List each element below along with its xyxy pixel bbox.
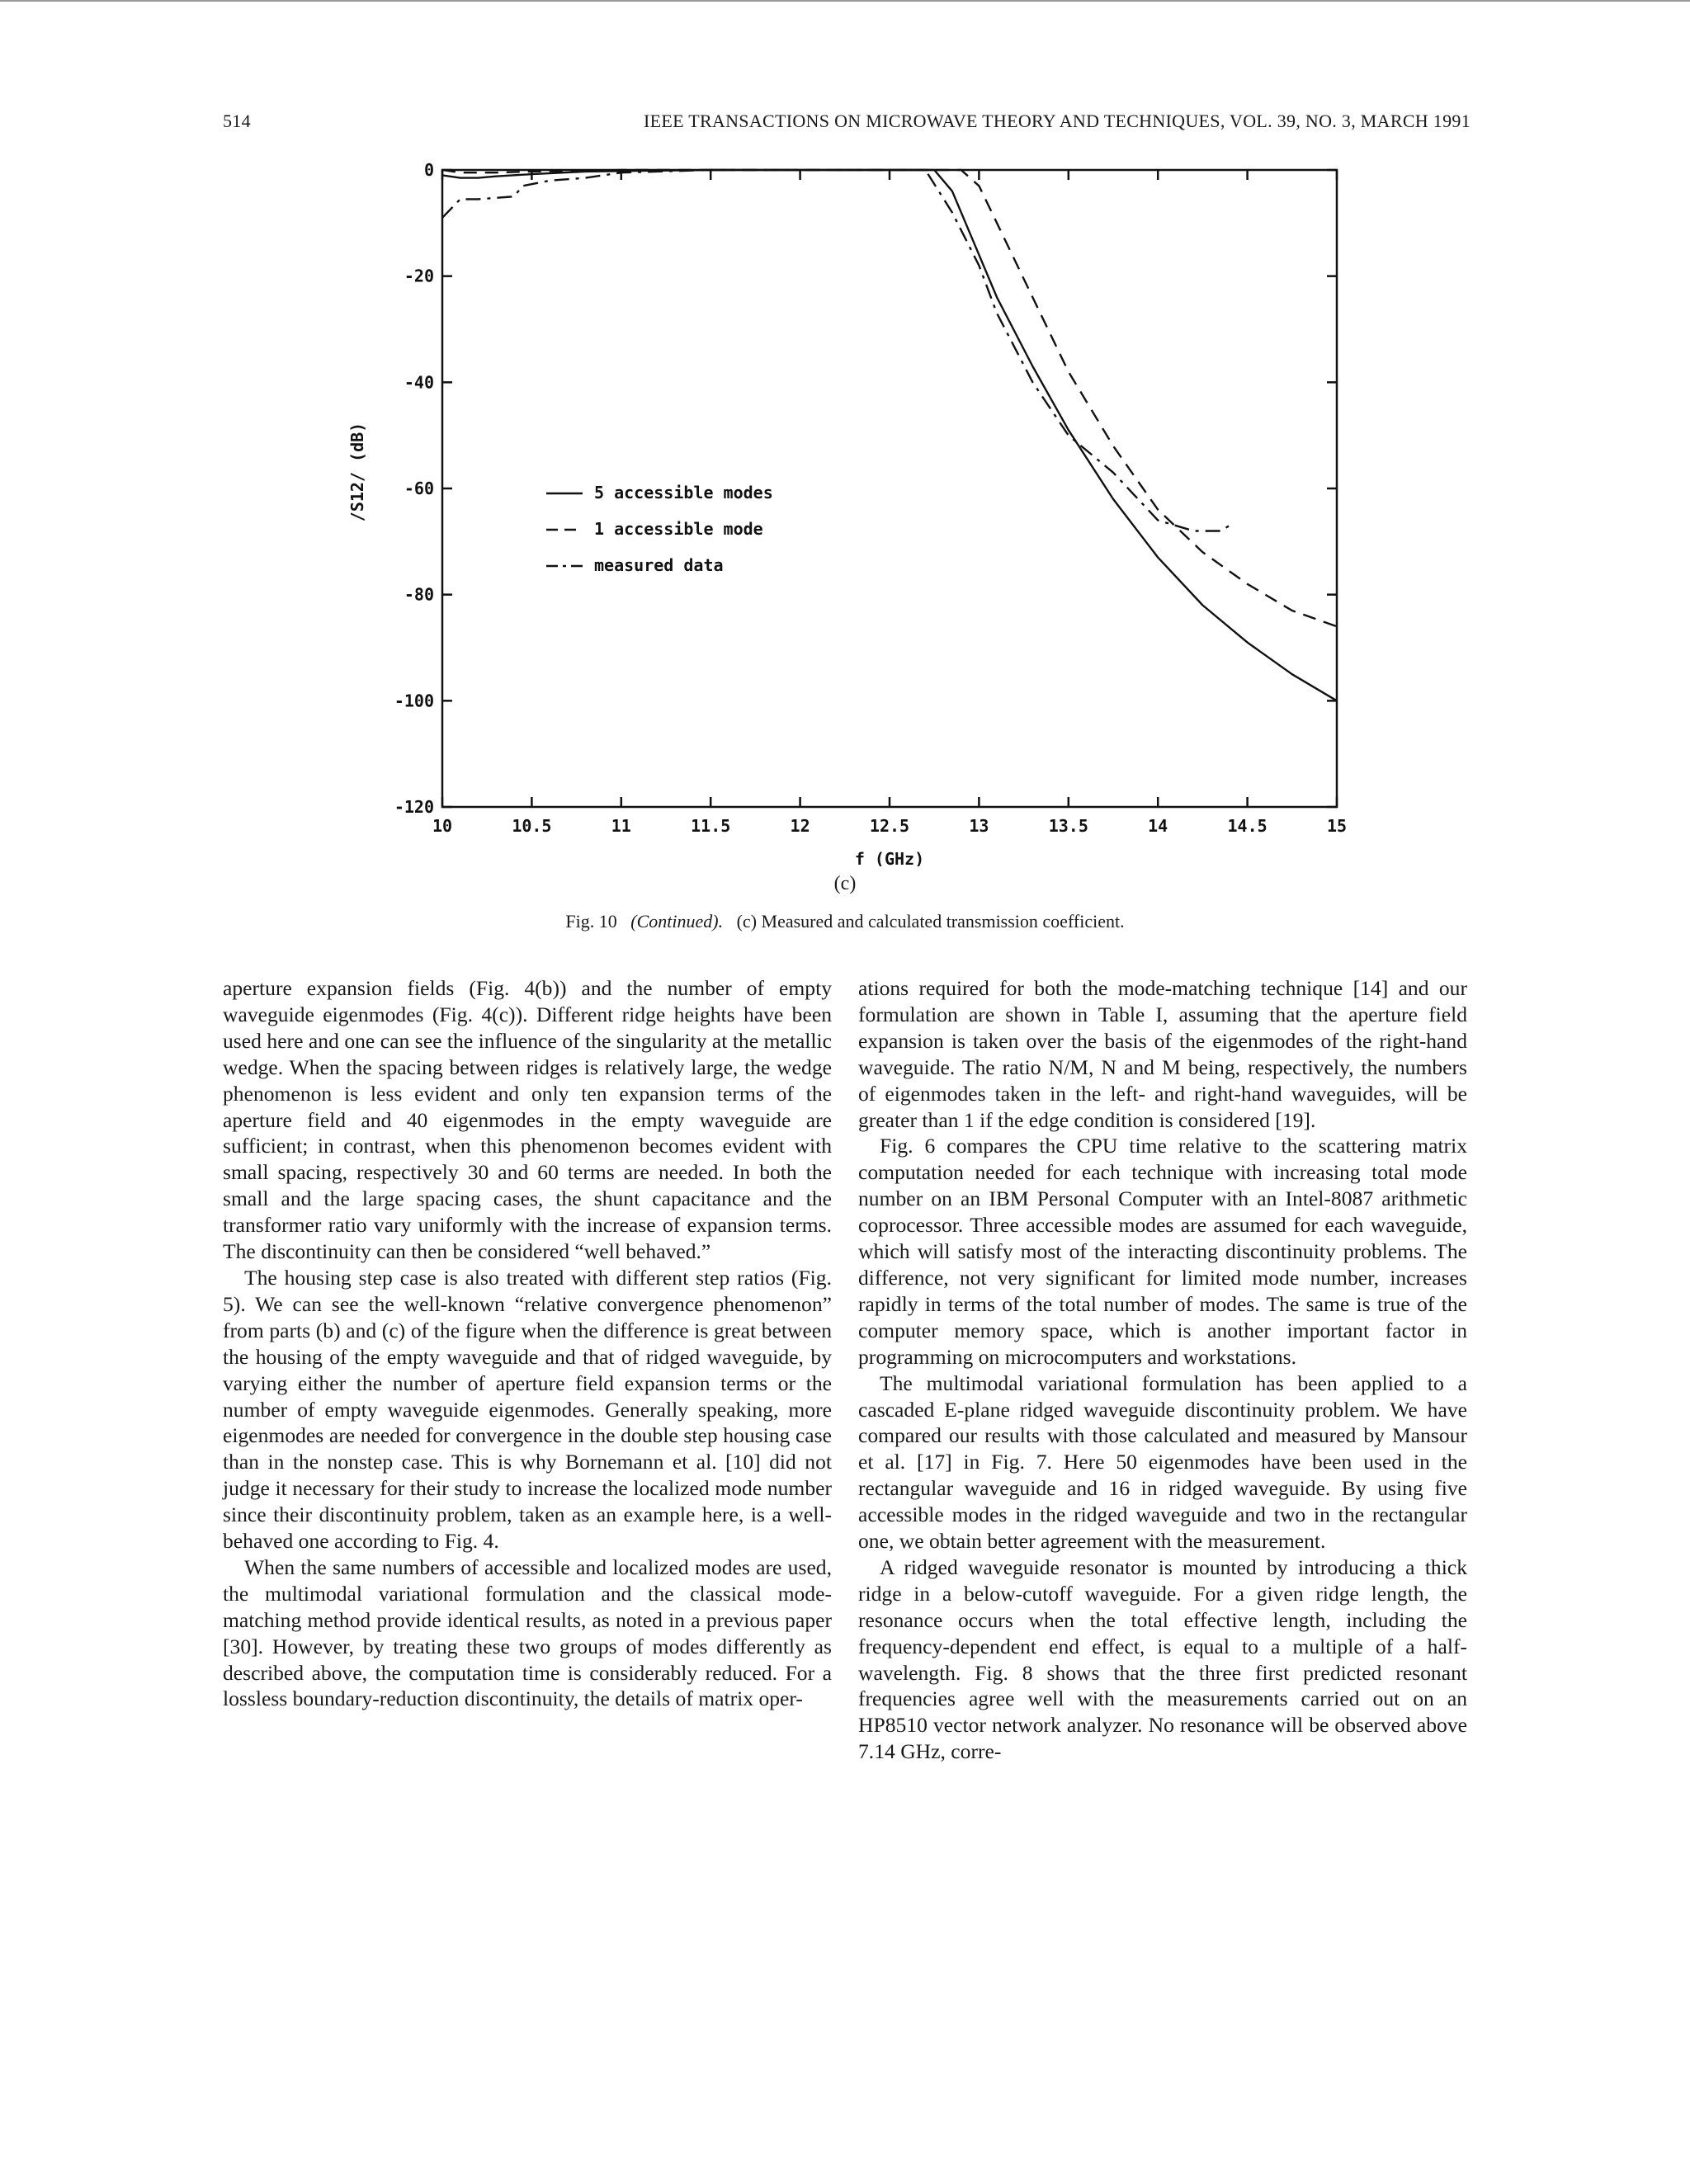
paragraph: The multimodal variational formulation has been applied to a cascaded E-plane ridged waveguide discontinuity problem. We have compared our results with those calculated and measured by Mansour et al. [17] in Fig. 7. Here 50 eigenmodes have been used in the rectangular waveguide and 16 in ridged waveguide. By using five accessible modes in the ridged waveguide and two in the rectangular one, we obtain better agreement with the measurement.: [858, 1370, 1467, 1554]
caption-prefix: Fig. 10: [565, 911, 617, 932]
x-tick-label: 10.5: [512, 816, 552, 836]
x-tick-label: 11.5: [691, 816, 731, 836]
y-axis-label: /S12/ (dB): [347, 422, 367, 522]
legend-label: measured data: [594, 555, 724, 575]
axes: [442, 170, 1337, 807]
series-line: [442, 170, 1337, 700]
x-axis-label: f (GHz): [854, 849, 925, 866]
x-tick-label: 11: [611, 816, 631, 836]
legend: [546, 483, 773, 575]
y-tick-label: -100: [394, 691, 434, 711]
y-tick-label: 0: [423, 160, 434, 180]
figure-caption: [0, 911, 1690, 932]
paragraph: Fig. 6 compares the CPU time relative to the scattering matrix computation needed for each technique with increasing total mode number on an IBM Personal Computer with an Intel-8087 arithmetic coprocessor. Three accessible modes are assumed for each waveguide, which will satisfy most of the interacting discontinuity problems. The difference, not very significant for limited mode number, increases rapidly in terms of the total number of modes. The same is true of the computer memory space, which is another important factor in programming on microcomputers and workstations.: [858, 1134, 1467, 1369]
paragraph: ations required for both the mode-matching technique [14] and our formulation are shown in Table I, assuming that the aperture field expansion is taken over the basis of the eigenmodes of the right-hand waveguide. The ratio N/M, N and M being, respectively, the numbers of eigenmodes taken in the left- and right-hand waveguides, will be greater than 1 if the edge condition is considered [19].: [858, 976, 1467, 1132]
transmission-coefficient-chart: [347, 157, 1370, 866]
plot-frame: [442, 170, 1337, 807]
x-tick-label: 12.5: [869, 816, 910, 836]
x-tick-label: 12: [790, 816, 810, 836]
page-number: 514: [223, 111, 251, 131]
x-tick-label: 15: [1326, 816, 1348, 836]
y-tick-label: -80: [404, 584, 434, 605]
figure-sublabel: (c): [833, 873, 857, 894]
paragraph: The housing step case is also treated with different step ratios (Fig. 5). We can see the well-known “relative convergence phenomenon” from parts (b) and (c) of the figure when the difference is great between the housing of the empty waveguide and that of ridged waveguide, by varying either the number of aperture field expansion terms or the number of empty waveguide eigenmodes. Generally speaking, more eigenmodes are needed for convergence in the double step housing case than in the nonstep case. This is why Bornemann et al. [10] did not judge it necessary for their study to increase the localized mode number since their discontinuity problem, taken as an example here, is a well-behaved one according to Fig. 4.: [223, 1265, 832, 1554]
ticks: [394, 160, 1347, 836]
caption-continued: (Continued).: [630, 911, 724, 932]
y-tick-label: -60: [404, 479, 434, 498]
paragraph: A ridged waveguide resonator is mounted by introducing a thick ridge in a below-cutoff waveguide. For a given ridge length, the resonance occurs when the total effective length, including the frequency-dependent end effect, is equal to a multiple of a half-wavelength. Fig. 8 shows that the three first predicted resonant frequencies agree well with the measurements carried out on an HP8510 vector network analyzer. No resonance will be observed above 7.14 GHz, corre-: [858, 1554, 1467, 1764]
y-tick-label: -20: [404, 266, 434, 286]
paragraph: aperture expansion fields (Fig. 4(b)) and the number of empty waveguide eigenmodes (Fig. 4(c)). Different ridge heights have been used here and one can see the influence of the singularity at the metallic wedge. When the spacing between ridges is relatively large, the wedge phenomenon is less evident and only ten expansion terms of the aperture field and 40 eigenmodes in the empty waveguide are sufficient; in contrast, when this phenomenon becomes evident with small spacing, respectively 30 and 60 terms are needed. In both the small and the large spacing cases, the shunt capacitance and the transformer ratio vary uniformly with the increase of expansion terms. The discontinuity can then be considered “well behaved.”: [223, 976, 832, 1264]
x-tick-label: 14.5: [1227, 816, 1268, 836]
series-line: [442, 170, 1337, 626]
text-column-right: [858, 975, 1467, 1765]
y-tick-label: -120: [394, 797, 434, 817]
paragraph: When the same numbers of accessible and localized modes are used, the multimodal variational formulation and the classical mode-matching method provide identical results, as noted in a previous paper [30]. However, by treating these two groups of modes differently as described above, the computation time is considerably reduced. For a lossless boundary-reduction discontinuity, the details of matrix oper-: [223, 1554, 832, 1711]
x-tick-label: 14: [1148, 816, 1168, 836]
series-line: [442, 170, 1230, 531]
text-column-left: [223, 975, 832, 1712]
series: [442, 170, 1337, 700]
x-tick-label: 10: [432, 816, 453, 836]
page-top-rule: [0, 0, 1690, 2]
caption-text: (c) Measured and calculated transmission coefficient.: [736, 911, 1125, 932]
x-tick-label: 13.5: [1048, 816, 1088, 836]
legend-label: 1 accessible mode: [594, 519, 763, 539]
y-tick-label: -40: [404, 372, 434, 393]
legend-label: 5 accessible modes: [594, 483, 773, 502]
journal-title: IEEE TRANSACTIONS ON MICROWAVE THEORY AND TECHNIQUES, VOL. 39, NO. 3, MARCH 1991: [643, 111, 1470, 131]
x-tick-label: 13: [969, 816, 989, 836]
